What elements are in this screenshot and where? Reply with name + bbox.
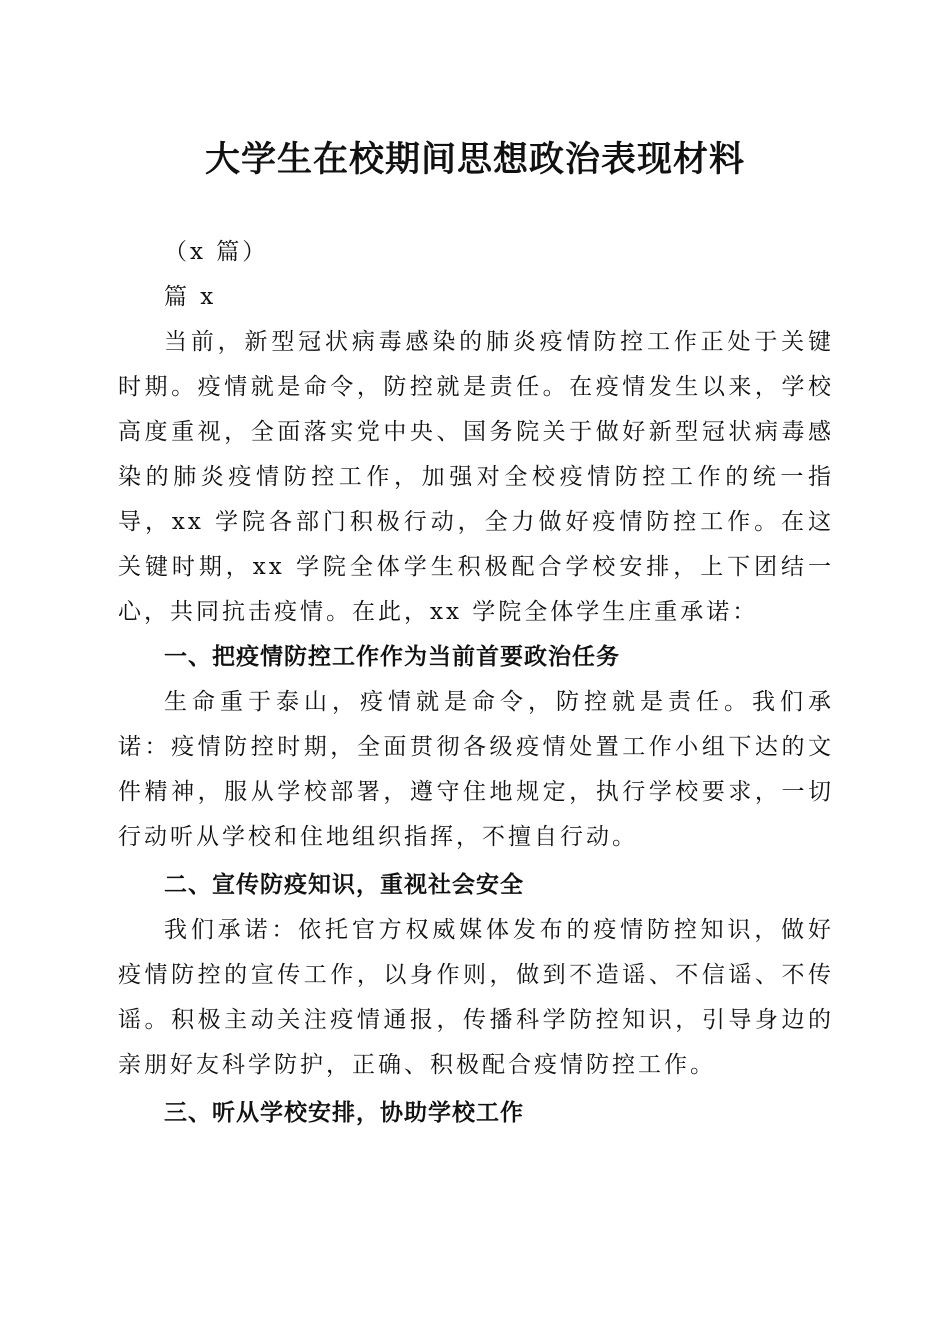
document-body [118,230,834,1136]
section-heading-3: 三、听从学校安排，协助学校工作 [164,1100,524,1126]
count-note: （x 篇） [164,239,269,265]
document-title: 大学生在校期间思想政治表现材料 [204,139,745,180]
section-paragraph-1: 生命重于泰山，疫情就是命令，防控就是责任。我们承诺：疫情防控时期，全面贯彻各级疫情处置工作小组下达的文件精神，服从学校部署，遵守住地规定，执行学校要求，一切行动听从学校和住地组织指挥，不擅自行动。 [118,689,834,850]
section-paragraph-2: 我们承诺：依托官方权威媒体发布的疫情防控知识，做好疫情防控的宣传工作，以身作则，做到不造谣、不信谣、不传谣。积极主动关注疫情通报，传播科学防控知识，引导身边的亲朋好友科学防护，正确、积极配合疫情防控工作。 [118,917,834,1078]
section-heading-1: 一、把疫情防控工作作为当前首要政治任务 [164,644,620,670]
intro-paragraph: 当前，新型冠状病毒感染的肺炎疫情防控工作正处于关键时期。疫情就是命令，防控就是责任。在疫情发生以来，学校高度重视，全面落实党中央、国务院关于做好新型冠状病毒感染的肺炎疫情防控工作，加强对全校疫情防控工作的统一指导，xx 学院各部门积极行动，全力做好疫情防控工作。在这关键时期，xx 学院全体学生积极配合学校安排，上下团结一心，共同抗击疫情。在此，xx 学院全体学生庄重承诺： [118,329,834,625]
chapter-label: 篇 x [164,284,217,310]
section-heading-2: 二、宣传防疫知识，重视社会安全 [164,872,524,898]
